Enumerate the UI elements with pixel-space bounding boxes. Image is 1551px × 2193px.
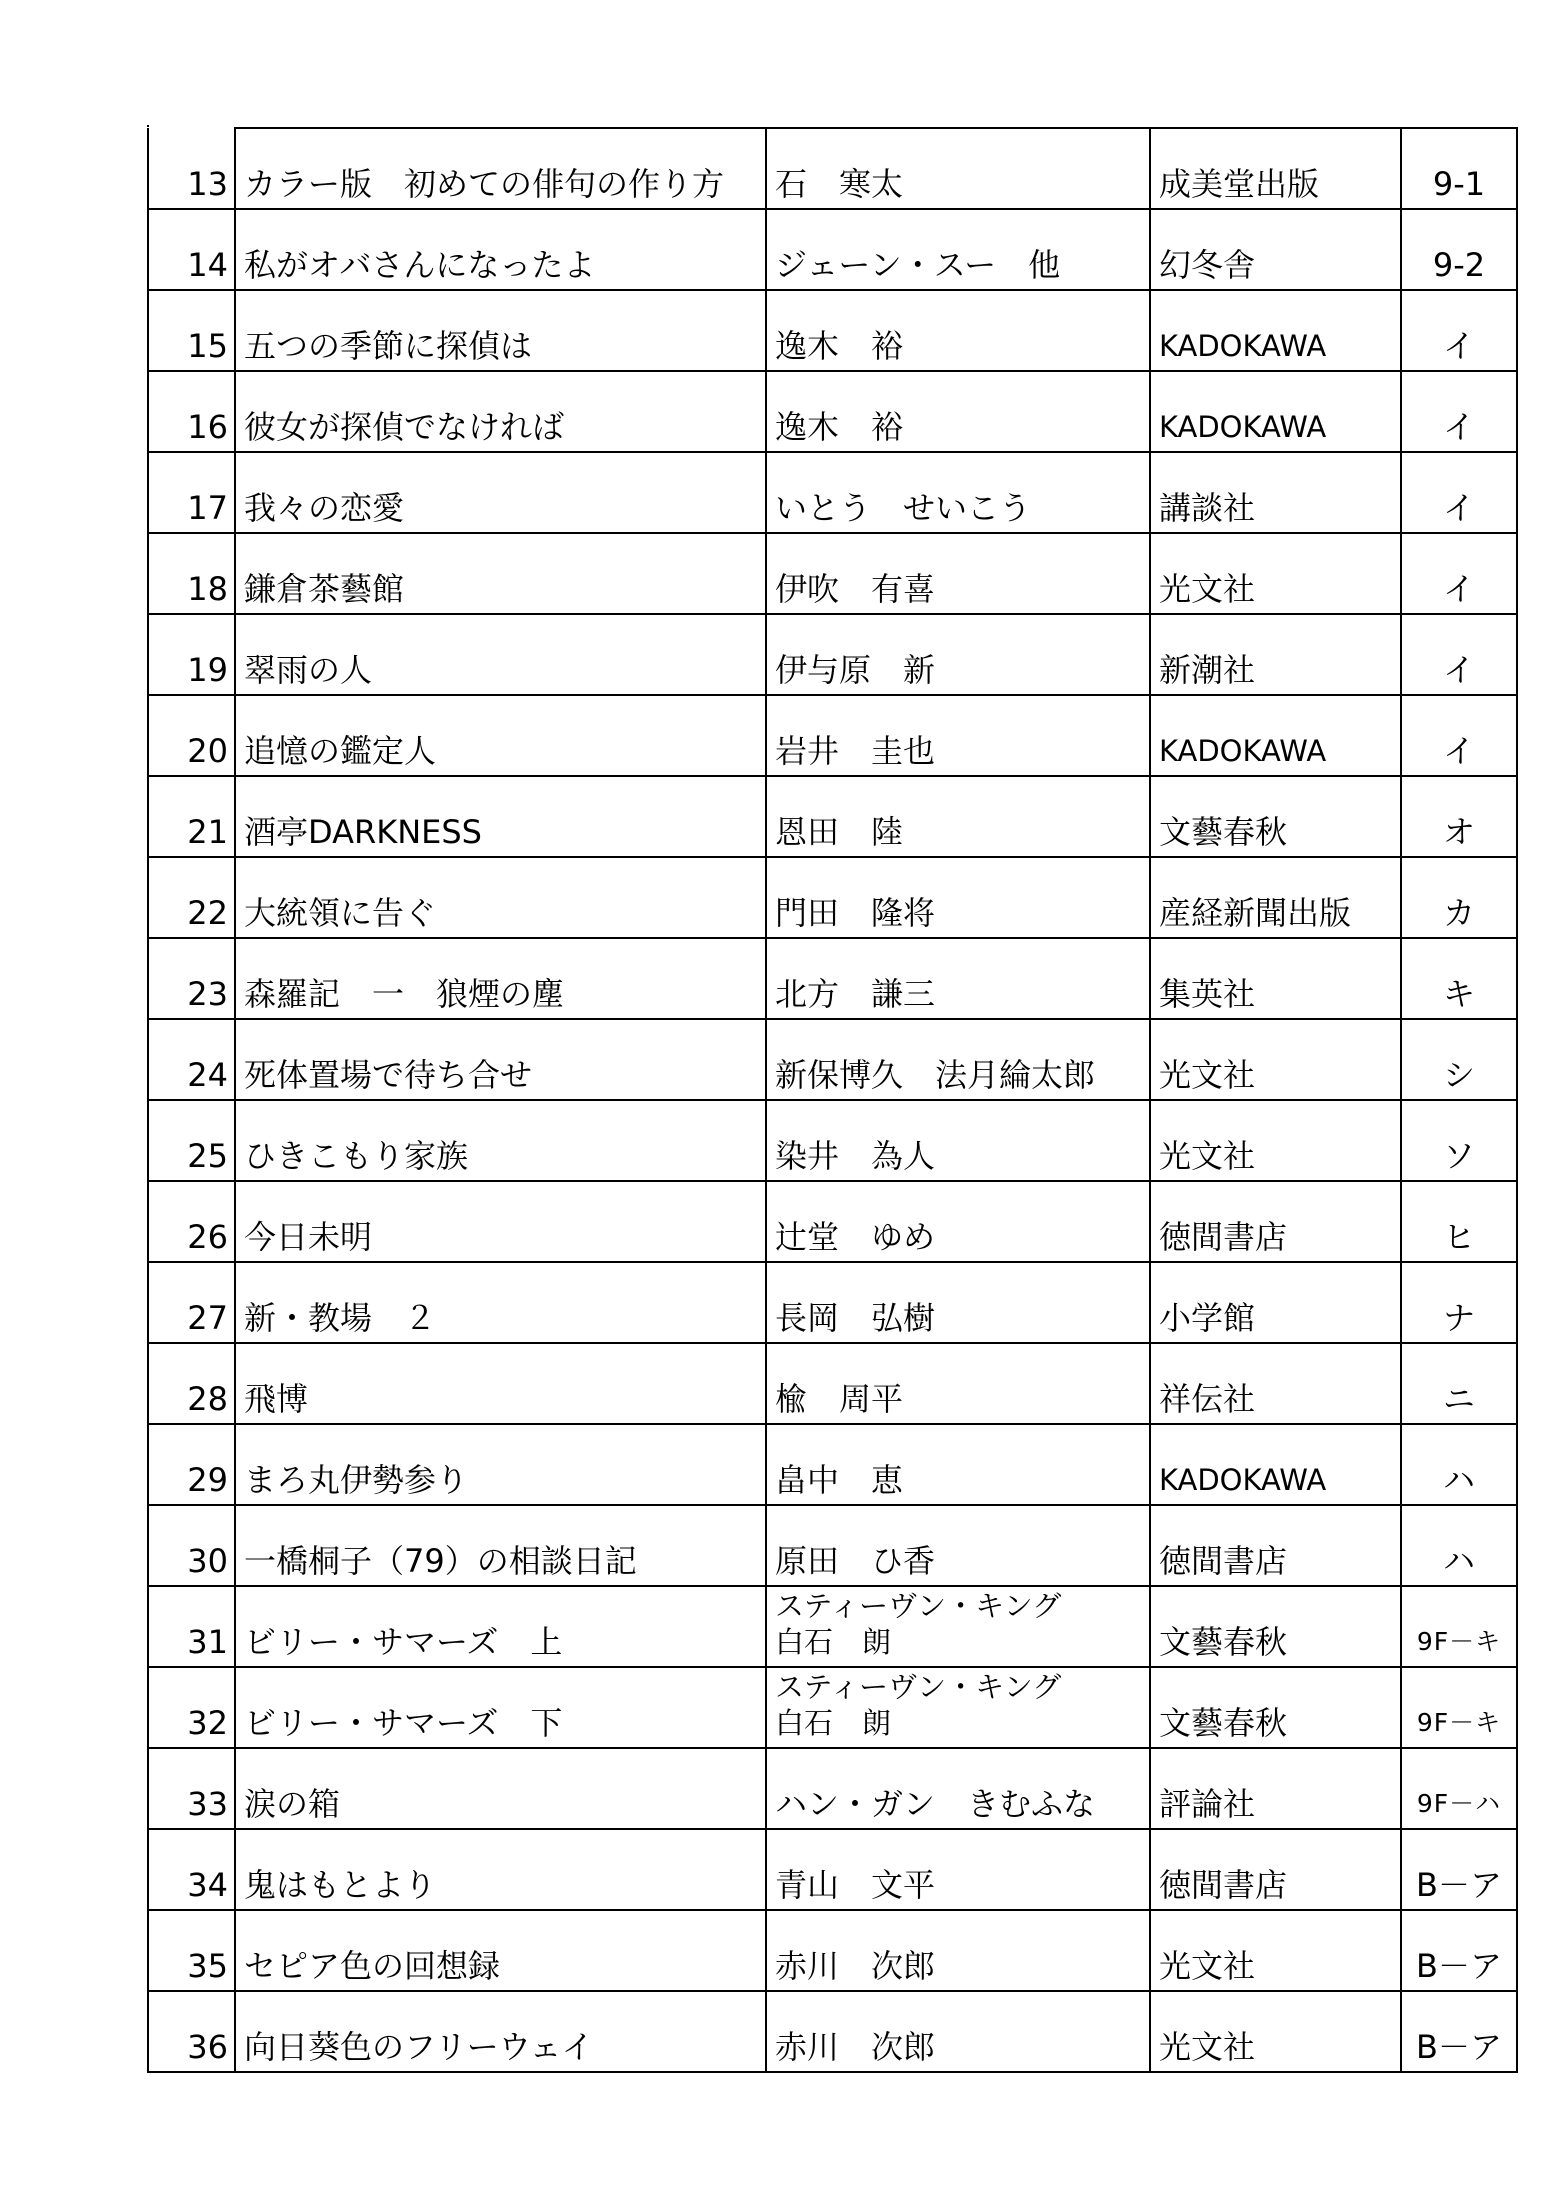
table-row (148, 1829, 1517, 1910)
book-author: 逸木 裕 (766, 371, 1150, 452)
book-title: 酒亭DARKNESS (235, 776, 766, 857)
book-author: ハン・ガン きむふな (766, 1748, 1150, 1829)
table-row (148, 614, 1517, 695)
table-row (148, 1424, 1517, 1505)
table-row (148, 1181, 1517, 1262)
book-publisher: 光文社 (1150, 1100, 1401, 1181)
book-publisher: 新潮社 (1150, 614, 1401, 695)
table-row (148, 209, 1517, 290)
shelf-location: 9-1 (1401, 128, 1517, 209)
table-row (148, 1910, 1517, 1991)
book-publisher: 小学館 (1150, 1262, 1401, 1343)
table-row (148, 1667, 1517, 1748)
row-number: 15 (148, 290, 235, 371)
shelf-location: ナ (1401, 1262, 1517, 1343)
book-publisher: 集英社 (1150, 938, 1401, 1019)
book-title: セピア色の回想録 (235, 1910, 766, 1991)
book-title: 一橋桐子（79）の相談日記 (235, 1505, 766, 1586)
book-publisher: KADOKAWA (1150, 290, 1401, 371)
book-author: 畠中 恵 (766, 1424, 1150, 1505)
book-publisher: 文藝春秋 (1150, 1586, 1401, 1667)
book-author: いとう せいこう (766, 452, 1150, 533)
book-title: 涙の箱 (235, 1748, 766, 1829)
book-title: 我々の恋愛 (235, 452, 766, 533)
row-number: 21 (148, 776, 235, 857)
book-list-table (147, 127, 1518, 2073)
book-title: 飛博 (235, 1343, 766, 1424)
book-author: 赤川 次郎 (766, 1910, 1150, 1991)
shelf-location: ハ (1401, 1505, 1517, 1586)
author-line: スティーヴン・キング (775, 1589, 1062, 1623)
book-title: 森羅記 一 狼煙の塵 (235, 938, 766, 1019)
book-author: 辻堂 ゆめ (766, 1181, 1150, 1262)
shelf-location: ヒ (1401, 1181, 1517, 1262)
row-number: 25 (148, 1100, 235, 1181)
book-title: 鎌倉茶藝館 (235, 533, 766, 614)
book-publisher: 幻冬舎 (1150, 209, 1401, 290)
book-publisher: 文藝春秋 (1150, 776, 1401, 857)
table-row (148, 533, 1517, 614)
author-line: スティーヴン・キング (775, 1670, 1062, 1704)
row-number: 18 (148, 533, 235, 614)
book-author (766, 1667, 1150, 1748)
row-number: 22 (148, 857, 235, 938)
row-number: 23 (148, 938, 235, 1019)
book-author: 長岡 弘樹 (766, 1262, 1150, 1343)
table-row (148, 1748, 1517, 1829)
row-number: 14 (148, 209, 235, 290)
book-title: 彼女が探偵でなければ (235, 371, 766, 452)
book-author: 赤川 次郎 (766, 1991, 1150, 2072)
book-publisher: 徳間書店 (1150, 1505, 1401, 1586)
book-publisher: KADOKAWA (1150, 371, 1401, 452)
book-author: 楡 周平 (766, 1343, 1150, 1424)
book-title: 私がオバさんになったよ (235, 209, 766, 290)
table-row (148, 938, 1517, 1019)
shelf-location: カ (1401, 857, 1517, 938)
book-title: 死体置場で待ち合せ (235, 1019, 766, 1100)
table-row (148, 1586, 1517, 1667)
book-title: まろ丸伊勢参り (235, 1424, 766, 1505)
shelf-location: 9F－キ (1401, 1586, 1517, 1667)
shelf-location: イ (1401, 695, 1517, 776)
row-number: 31 (148, 1586, 235, 1667)
book-author: 青山 文平 (766, 1829, 1150, 1910)
shelf-location: B－ア (1401, 1829, 1517, 1910)
row-number: 36 (148, 1991, 235, 2072)
book-author: 逸木 裕 (766, 290, 1150, 371)
table-row (148, 128, 1517, 209)
row-number: 20 (148, 695, 235, 776)
shelf-location: 9-2 (1401, 209, 1517, 290)
book-author: 原田 ひ香 (766, 1505, 1150, 1586)
row-number: 35 (148, 1910, 235, 1991)
row-number: 27 (148, 1262, 235, 1343)
row-number: 16 (148, 371, 235, 452)
shelf-location: イ (1401, 371, 1517, 452)
book-author: 伊与原 新 (766, 614, 1150, 695)
book-publisher: KADOKAWA (1150, 695, 1401, 776)
book-title: 向日葵色のフリーウェイ (235, 1991, 766, 2072)
book-author: 北方 謙三 (766, 938, 1150, 1019)
table-row (148, 1100, 1517, 1181)
book-title: 今日未明 (235, 1181, 766, 1262)
shelf-location: キ (1401, 938, 1517, 1019)
row-number: 17 (148, 452, 235, 533)
book-title: ビリー・サマーズ 下 (235, 1667, 766, 1748)
table-row (148, 1991, 1517, 2072)
row-number: 33 (148, 1748, 235, 1829)
shelf-location: B－ア (1401, 1910, 1517, 1991)
shelf-location: ソ (1401, 1100, 1517, 1181)
shelf-location: イ (1401, 533, 1517, 614)
shelf-location: イ (1401, 614, 1517, 695)
book-publisher: 光文社 (1150, 533, 1401, 614)
shelf-location: 9F－ハ (1401, 1748, 1517, 1829)
shelf-location: ハ (1401, 1424, 1517, 1505)
book-author (766, 1586, 1150, 1667)
table-row (148, 695, 1517, 776)
book-title: 新・教場 ２ (235, 1262, 766, 1343)
shelf-location: B－ア (1401, 1991, 1517, 2072)
table-row (148, 776, 1517, 857)
book-publisher: 評論社 (1150, 1748, 1401, 1829)
shelf-location: 9F－キ (1401, 1667, 1517, 1748)
row-number: 24 (148, 1019, 235, 1100)
book-title: 翠雨の人 (235, 614, 766, 695)
table-row (148, 1019, 1517, 1100)
book-title: ひきこもり家族 (235, 1100, 766, 1181)
book-title: 五つの季節に探偵は (235, 290, 766, 371)
book-author: 新保博久 法月綸太郎 (766, 1019, 1150, 1100)
table-row (148, 452, 1517, 533)
table-row (148, 857, 1517, 938)
table-row (148, 1343, 1517, 1424)
book-publisher: 成美堂出版 (1150, 128, 1401, 209)
book-publisher: 祥伝社 (1150, 1343, 1401, 1424)
book-author: 岩井 圭也 (766, 695, 1150, 776)
row-number: 34 (148, 1829, 235, 1910)
shelf-location: オ (1401, 776, 1517, 857)
table-row (148, 290, 1517, 371)
book-author: 伊吹 有喜 (766, 533, 1150, 614)
book-title: 大統領に告ぐ (235, 857, 766, 938)
row-number: 32 (148, 1667, 235, 1748)
book-list-body (148, 128, 1517, 2072)
row-number: 13 (148, 128, 235, 209)
row-number: 30 (148, 1505, 235, 1586)
book-title: 追憶の鑑定人 (235, 695, 766, 776)
book-author: 染井 為人 (766, 1100, 1150, 1181)
row-number: 19 (148, 614, 235, 695)
table-row (148, 1505, 1517, 1586)
author-line: 白石 朗 (775, 1625, 892, 1659)
shelf-location: ニ (1401, 1343, 1517, 1424)
book-author: ジェーン・スー 他 (766, 209, 1150, 290)
book-publisher: 徳間書店 (1150, 1181, 1401, 1262)
shelf-location: イ (1401, 452, 1517, 533)
book-author: 石 寒太 (766, 128, 1150, 209)
book-publisher: 産経新聞出版 (1150, 857, 1401, 938)
book-title: カラー版 初めての俳句の作り方 (235, 128, 766, 209)
book-publisher: KADOKAWA (1150, 1424, 1401, 1505)
book-publisher: 光文社 (1150, 1019, 1401, 1100)
row-number: 26 (148, 1181, 235, 1262)
shelf-location: イ (1401, 290, 1517, 371)
row-number: 29 (148, 1424, 235, 1505)
book-publisher: 徳間書店 (1150, 1829, 1401, 1910)
table-row (148, 1262, 1517, 1343)
row-number: 28 (148, 1343, 235, 1424)
table-row (148, 371, 1517, 452)
book-title: 鬼はもとより (235, 1829, 766, 1910)
book-publisher: 講談社 (1150, 452, 1401, 533)
book-publisher: 文藝春秋 (1150, 1667, 1401, 1748)
book-author: 門田 隆将 (766, 857, 1150, 938)
book-title: ビリー・サマーズ 上 (235, 1586, 766, 1667)
book-author: 恩田 陸 (766, 776, 1150, 857)
book-publisher: 光文社 (1150, 1910, 1401, 1991)
shelf-location: シ (1401, 1019, 1517, 1100)
book-publisher: 光文社 (1150, 1991, 1401, 2072)
author-line: 白石 朗 (775, 1706, 892, 1740)
